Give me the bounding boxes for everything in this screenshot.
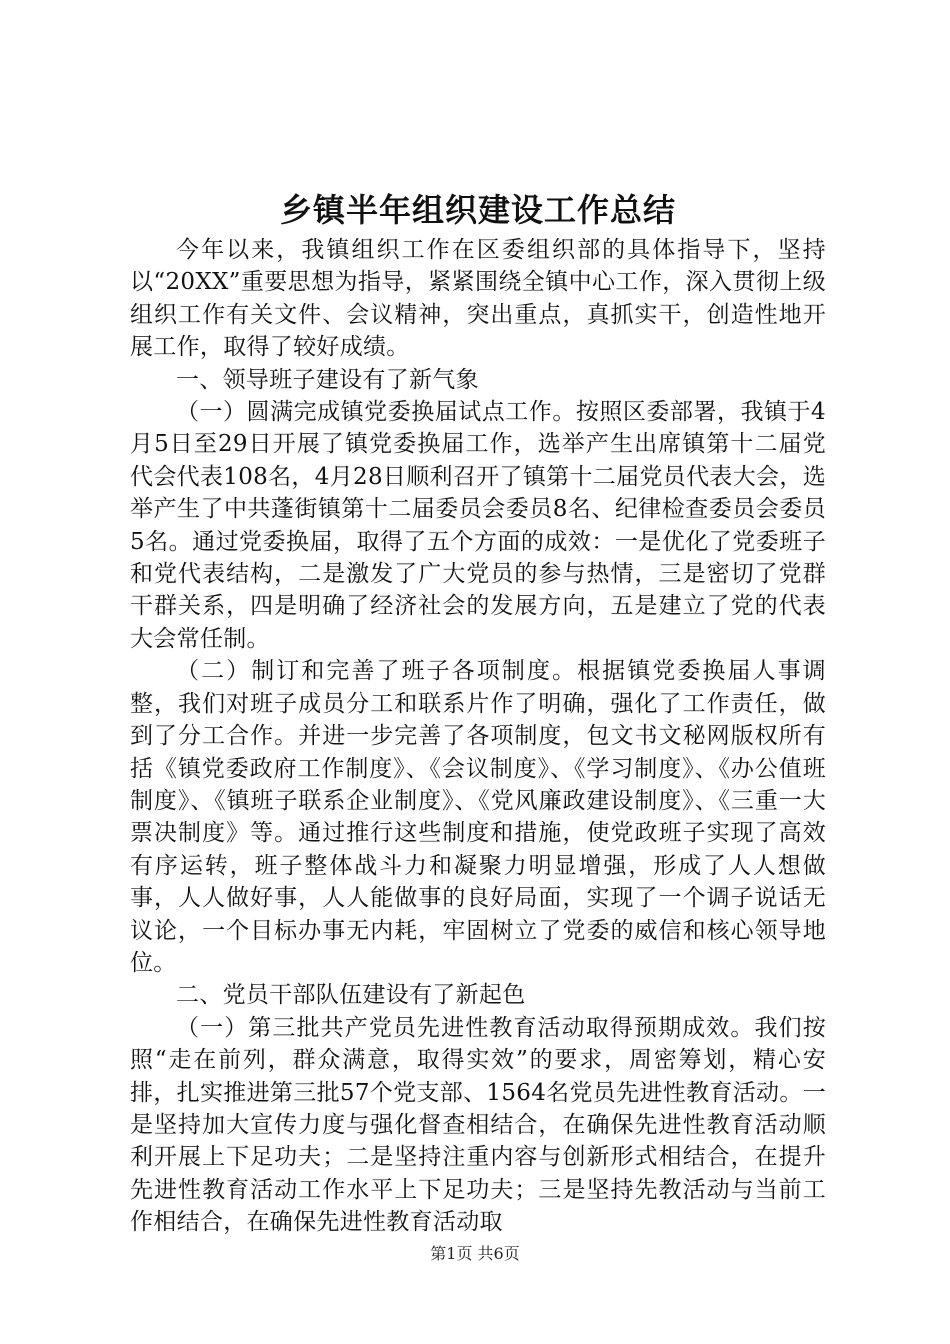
section-1-paragraph-2: （二）制订和完善了班子各项制度。根据镇党委换届人事调整，我们对班子成员分工和联系片作了明确，强化了工作责任，做到了分工合作。并进一步完善了各项制度，包文书文秘网版权所有括《镇党委政府工作制度》、《会议制度》、《学习制度》、《办公值班制度》、《镇班子联系企业制度》、《党风廉政建设制度》、《三重一大票决制度》等。通过推行这些制度和措施，使党政班子实现了高效有序运转，班子整体战斗力和凝聚力明显增强，形成了人人想做事，人人做好事，人人能做事的良好局面，实现了一个调子说话无议论，一个目标办事无内耗，牢固树立了党委的威信和核心领导地位。 <box>130 658 826 976</box>
document-page <box>130 186 826 1239</box>
section-heading-2: 二、党员干部队伍建设有了新起色 <box>176 982 526 1009</box>
page-footer: 第1页 共6页 <box>430 1244 520 1263</box>
intro-paragraph: 今年以来，我镇组织工作在区委组织部的具体指导下，坚持以“20XX”重要思想为指导，紧紧围绕全镇中心工作，深入贯彻上级组织工作有关文件、会议精神，突出重点，真抓实干，创造性地开展工作，取得了较好成绩。 <box>130 237 826 361</box>
section-1-paragraph-1: （一）圆满完成镇党委换届试点工作。按照区委部署，我镇于4月5日至29日开展了镇党委换届工作，选举产生出席镇第十二届党代会代表108名，4月28日顺利召开了镇第十二届党员代表大会，选举产生了中共蓬街镇第十二届委员会委员8名、纪律检查委员会委员5名。通过党委换届，取得了五个方面的成效：一是优化了党委班子和党代表结构，二是激发了广大党员的参与热情，三是密切了党群干群关系，四是明确了经济社会的发展方向，五是建立了党的代表大会常任制。 <box>130 399 826 652</box>
document-title: 乡镇半年组织建设工作总结 <box>279 191 676 229</box>
section-2-paragraph-1: （一）第三批共产党员先进性教育活动取得预期成效。我们按照“走在前列，群众满意，取得实效”的要求，周密筹划，精心安排，扎实推进第三批57个党支部、1564名党员先进性教育活动。一是坚持加大宣传力度与强化督查相结合，在确保先进性教育活动顺利开展上下足功夫；二是坚持注重内容与创新形式相结合，在提升先进性教育活动工作水平上下足功夫；三是坚持先教活动与当前工作相结合，在确保先进性教育活动取 <box>130 1014 826 1236</box>
section-heading-1: 一、领导班子建设有了新气象 <box>176 366 479 393</box>
